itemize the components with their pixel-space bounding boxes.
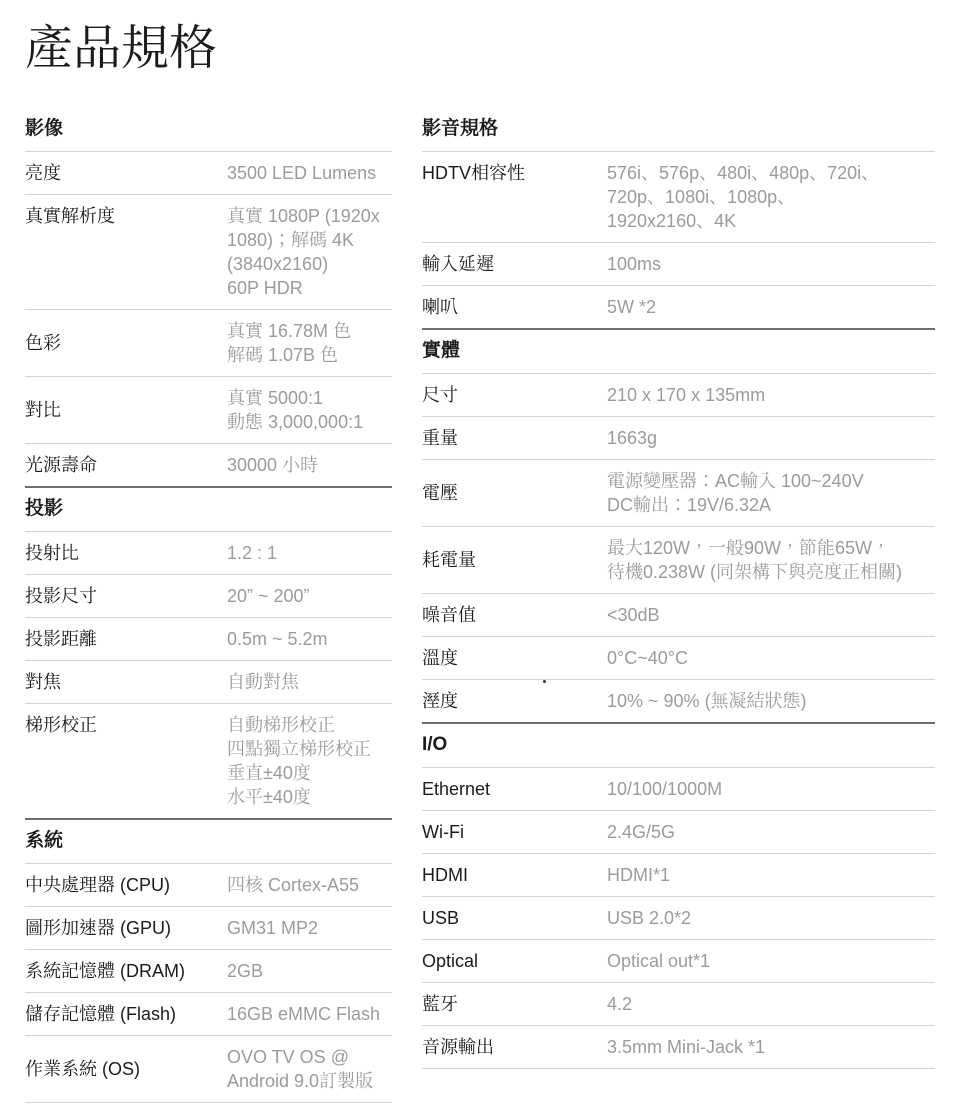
spec-row — [25, 950, 392, 993]
spec-label: Wi-Fi — [422, 822, 464, 842]
spec-value-line: 1080)；解碼 4K — [227, 230, 355, 250]
spec-row — [422, 768, 935, 811]
spec-value — [607, 992, 935, 1016]
spec-value — [227, 541, 392, 565]
spec-section — [422, 722, 935, 1069]
spec-label: 投影尺寸 — [25, 586, 97, 606]
spec-value-line: 2.4G/5G — [607, 822, 676, 842]
spec-value-line: 動態 3,000,000:1 — [227, 412, 364, 432]
spec-table-left — [25, 108, 392, 1103]
spec-row — [422, 811, 935, 854]
spec-value-line: USB 2.0*2 — [607, 908, 692, 928]
spec-value-line: 576i、576p、480i、480p、720i、 — [607, 163, 880, 183]
spec-value — [227, 1045, 392, 1093]
spec-row — [422, 286, 935, 328]
spec-row — [422, 854, 935, 897]
spec-value-line: HDMI*1 — [607, 865, 671, 885]
section-header: 影像 — [25, 108, 392, 152]
spec-section — [422, 328, 935, 722]
spec-value — [227, 916, 392, 940]
spec-label: 藍牙 — [422, 994, 458, 1014]
spec-row — [422, 460, 935, 527]
spec-value — [227, 670, 392, 694]
spec-value-line: 1663g — [607, 428, 658, 448]
spec-label: 電壓 — [422, 483, 458, 503]
spec-value — [227, 1002, 392, 1026]
spec-label: Optical — [422, 951, 479, 971]
spec-label: USB — [422, 908, 460, 928]
spec-row — [25, 704, 392, 818]
spec-row — [422, 374, 935, 417]
spec-value-line: 720p、1080i、1080p、 — [607, 187, 796, 207]
spec-value-line: 1.2 : 1 — [227, 543, 278, 563]
spec-row — [422, 527, 935, 594]
spec-section — [422, 108, 935, 328]
spec-value — [607, 295, 935, 319]
spec-label: 亮度 — [25, 163, 61, 183]
spec-value — [227, 453, 392, 477]
spec-value-line: 解碼 1.07B 色 — [227, 345, 339, 365]
spec-value-line: 210 x 170 x 135mm — [607, 385, 766, 405]
spec-value-line: 16GB eMMC Flash — [227, 1004, 381, 1024]
spec-value — [227, 204, 392, 300]
spec-label: 儲存記憶體 (Flash) — [25, 1004, 177, 1024]
spec-row — [25, 864, 392, 907]
spec-value-line: Android 9.0訂製版 — [227, 1071, 374, 1091]
spec-label: 溼度 — [422, 691, 458, 711]
spec-value-line: 100ms — [607, 254, 662, 274]
spec-row — [25, 152, 392, 195]
spec-value-line: 四點獨立梯形校正 — [227, 739, 371, 759]
spec-row — [422, 243, 935, 286]
spec-value — [227, 873, 392, 897]
spec-value — [227, 161, 392, 185]
spec-value — [607, 536, 935, 584]
section-header: 投影 — [25, 488, 392, 532]
spec-row — [25, 618, 392, 661]
spec-value-line: 30000 小時 — [227, 455, 319, 475]
spec-value — [227, 627, 392, 651]
spec-value — [607, 949, 935, 973]
stray-dot — [543, 680, 546, 683]
spec-value-line: 自動梯形校正 — [227, 715, 335, 735]
spec-value — [607, 777, 935, 801]
spec-value-line: 1920x2160、4K — [607, 211, 737, 231]
spec-label: 投影距離 — [25, 629, 97, 649]
spec-value — [607, 689, 935, 713]
spec-label: 圖形加速器 (GPU) — [25, 918, 171, 938]
spec-label: 光源壽命 — [25, 455, 97, 475]
spec-value-line: (3840x2160) — [227, 254, 329, 274]
spec-row — [25, 993, 392, 1036]
section-header: I/O — [422, 724, 935, 768]
spec-section — [25, 818, 392, 1103]
spec-label: 作業系統 (OS) — [25, 1059, 140, 1079]
spec-value-line: 60P HDR — [227, 278, 303, 298]
spec-value-line: 電源變壓器：AC輸入 100~240V — [607, 471, 864, 491]
spec-value — [227, 386, 392, 434]
spec-label: 色彩 — [25, 333, 61, 353]
spec-row — [422, 983, 935, 1026]
spec-row — [25, 575, 392, 618]
spec-label: 中央處理器 (CPU) — [25, 875, 170, 895]
spec-row — [422, 1026, 935, 1069]
spec-label: 真實解析度 — [25, 206, 115, 226]
spec-value — [607, 863, 935, 887]
spec-value — [227, 713, 392, 809]
spec-value-line: 真實 16.78M 色 — [227, 321, 352, 341]
spec-value-line: 20” ~ 200” — [227, 586, 310, 606]
spec-row — [25, 532, 392, 575]
spec-row — [25, 195, 392, 310]
spec-value — [607, 252, 935, 276]
spec-label: 溫度 — [422, 648, 458, 668]
spec-label: 對焦 — [25, 672, 61, 692]
section-header: 影音規格 — [422, 108, 935, 152]
spec-value-line: 水平±40度 — [227, 787, 311, 807]
spec-row — [25, 310, 392, 377]
spec-value-line: 0°C~40°C — [607, 648, 688, 668]
spec-value — [607, 469, 935, 517]
spec-value-line: 四核 Cortex-A55 — [227, 875, 360, 895]
spec-row — [422, 637, 935, 680]
spec-label: 投射比 — [25, 543, 79, 563]
spec-value-line: 自動對焦 — [227, 672, 299, 692]
spec-value-line: 最大120W，一般90W，節能65W， — [607, 538, 891, 558]
section-header: 實體 — [422, 330, 935, 374]
spec-row — [25, 444, 392, 486]
spec-section — [25, 486, 392, 818]
section-header: 系統 — [25, 820, 392, 864]
spec-value — [607, 161, 935, 233]
spec-label: 噪音值 — [422, 605, 476, 625]
spec-value — [607, 646, 935, 670]
spec-value — [227, 584, 392, 608]
spec-value-line: 垂直±40度 — [227, 763, 311, 783]
spec-tables — [25, 108, 935, 1103]
spec-value — [607, 1035, 935, 1059]
spec-label: HDTV相容性 — [422, 163, 525, 183]
spec-label: 耗電量 — [422, 550, 476, 570]
spec-label: 梯形校正 — [25, 715, 97, 735]
spec-label: 音源輸出 — [422, 1037, 494, 1057]
spec-value-line: 待機0.238W (同架構下與亮度正相關) — [607, 562, 903, 582]
spec-value — [607, 906, 935, 930]
spec-value-line: 0.5m ~ 5.2m — [227, 629, 328, 649]
spec-value-line: 真實 1080P (1920x — [227, 206, 380, 226]
spec-value — [607, 383, 935, 407]
spec-label: 喇叭 — [422, 297, 458, 317]
spec-value-line: DC輸出：19V/6.32A — [607, 495, 772, 515]
spec-row — [422, 897, 935, 940]
spec-row — [25, 1036, 392, 1103]
spec-label: 輸入延遲 — [422, 254, 494, 274]
spec-row — [422, 594, 935, 637]
spec-row — [422, 680, 935, 722]
spec-table-right — [422, 108, 935, 1069]
spec-label: 重量 — [422, 428, 458, 448]
spec-value-line: 3.5mm Mini-Jack *1 — [607, 1037, 766, 1057]
spec-value-line: 4.2 — [607, 994, 633, 1014]
spec-value-line: 10% ~ 90% (無凝結狀態) — [607, 691, 807, 711]
spec-row — [422, 417, 935, 460]
spec-value-line: Optical out*1 — [607, 951, 711, 971]
spec-row — [25, 907, 392, 950]
spec-row — [422, 152, 935, 243]
spec-label: Ethernet — [422, 779, 491, 799]
spec-row — [422, 940, 935, 983]
page-title: 產品規格 — [25, 22, 218, 75]
spec-value-line: 2GB — [227, 961, 264, 981]
spec-label: HDMI — [422, 865, 468, 885]
spec-row — [25, 377, 392, 444]
spec-label: 系統記憶體 (DRAM) — [25, 961, 185, 981]
spec-section — [25, 108, 392, 486]
spec-value — [227, 319, 392, 367]
spec-value — [607, 820, 935, 844]
spec-value — [607, 426, 935, 450]
spec-value — [227, 959, 392, 983]
spec-value-line: 10/100/1000M — [607, 779, 723, 799]
spec-label: 尺寸 — [422, 385, 458, 405]
spec-value-line: OVO TV OS @ — [227, 1047, 349, 1067]
spec-row — [25, 661, 392, 704]
spec-value-line: 5W *2 — [607, 297, 657, 317]
spec-value-line: 3500 LED Lumens — [227, 163, 377, 183]
spec-value-line: GM31 MP2 — [227, 918, 319, 938]
spec-value — [607, 603, 935, 627]
spec-value-line: 真實 5000:1 — [227, 388, 324, 408]
spec-value-line: <30dB — [607, 605, 660, 625]
spec-label: 對比 — [25, 400, 61, 420]
